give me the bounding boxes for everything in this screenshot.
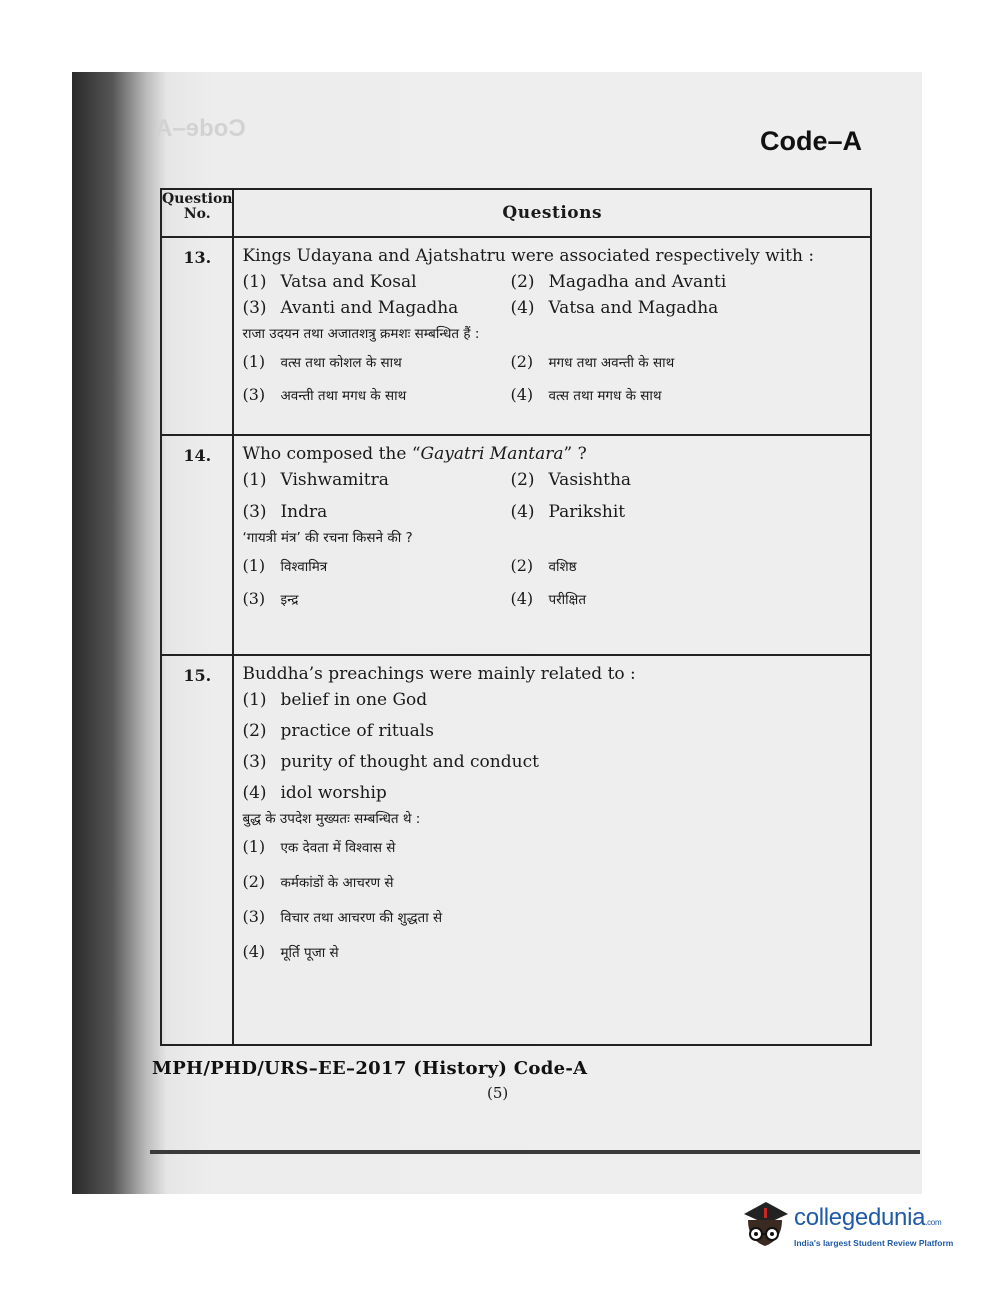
- page-edge-shadow: [150, 1150, 920, 1154]
- hindi-stem: ‘गायत्री मंत्र’ की रचना किसने की ?: [242, 530, 413, 546]
- question-row: [161, 237, 871, 435]
- question-stem: Buddha’s preachings were mainly related to :: [242, 664, 636, 684]
- option: (2) practice of rituals: [242, 721, 434, 741]
- hindi-option: (1) विश्वामित्र: [242, 556, 328, 575]
- hindi-option: (2) मगध तथा अवन्ती के साथ: [510, 352, 675, 371]
- option: (4) Vatsa and Magadha: [510, 298, 719, 318]
- question-row: [161, 655, 871, 1045]
- question-stem: Who composed the “Gayatri Mantara” ?: [242, 444, 587, 464]
- option: (2) Vasishtha: [510, 470, 632, 490]
- brand-tagline: India's largest Student Review Platform: [794, 1238, 954, 1248]
- hindi-option: (4) वत्स तथा मगध के साथ: [510, 385, 662, 404]
- question-body: [233, 237, 871, 435]
- brand-name: collegedunia.com: [794, 1204, 942, 1231]
- hindi-option: (3) विचार तथा आचरण की शुद्धता से: [242, 907, 443, 926]
- hindi-option: (4) परीक्षित: [510, 589, 587, 608]
- question-row: [161, 435, 871, 655]
- hindi-option: (2) वशिष्ठ: [510, 556, 577, 575]
- paper-code: Code–A: [760, 126, 863, 156]
- option: (3) purity of thought and conduct: [242, 752, 539, 772]
- question-body: [233, 655, 871, 1045]
- option: (4) idol worship: [242, 783, 387, 803]
- option: (3) Avanti and Magadha: [242, 298, 459, 318]
- options-english: [242, 470, 862, 522]
- page-number: (5): [487, 1084, 509, 1102]
- hindi-option: (4) मूर्ति पूजा से: [242, 942, 339, 961]
- options-english: [242, 272, 862, 318]
- question-table: [160, 188, 872, 1046]
- hindi-option: (3) इन्द्र: [242, 589, 299, 608]
- options-hindi: [242, 837, 862, 961]
- question-number: 14.: [161, 435, 233, 655]
- option: (1) Vishwamitra: [242, 470, 389, 490]
- hindi-option: (3) अवन्ती तथा मगध के साथ: [242, 385, 407, 404]
- table-header-row: [161, 189, 871, 237]
- option: (1) Vatsa and Kosal: [242, 272, 417, 292]
- options-english: [242, 690, 862, 803]
- question-number: 15.: [161, 655, 233, 1045]
- mascot-icon: [738, 1198, 792, 1252]
- option: (3) Indra: [242, 502, 328, 522]
- questions-header: Questions: [233, 189, 871, 237]
- option: (1) belief in one God: [242, 690, 428, 710]
- option: (2) Magadha and Avanti: [510, 272, 727, 292]
- question-body: [233, 435, 871, 655]
- hindi-option: (1) एक देवता में विश्वास से: [242, 837, 396, 856]
- hindi-stem: बुद्ध के उपदेश मुख्यतः सम्बन्धित थे :: [242, 811, 421, 827]
- collegedunia-logo: [738, 1198, 963, 1256]
- option: (4) Parikshit: [510, 502, 626, 522]
- hindi-stem: राजा उदयन तथा अजातशत्रु क्रमशः सम्बन्धित हैं :: [242, 326, 480, 342]
- options-hindi: [242, 352, 862, 404]
- hindi-option: (1) वत्स तथा कोशल के साथ: [242, 352, 402, 371]
- bleed-through-code: Code–A: [155, 115, 246, 142]
- question-no-header: Question No.: [161, 189, 233, 237]
- footer-paper-code: MPH/PHD/URS–EE–2017 (History) Code-A: [152, 1058, 588, 1079]
- question-number: 13.: [161, 237, 233, 435]
- hindi-option: (2) कर्मकांडों के आचरण से: [242, 872, 394, 891]
- question-stem: Kings Udayana and Ajatshatru were associated respectively with :: [242, 246, 815, 266]
- options-hindi: [242, 556, 862, 608]
